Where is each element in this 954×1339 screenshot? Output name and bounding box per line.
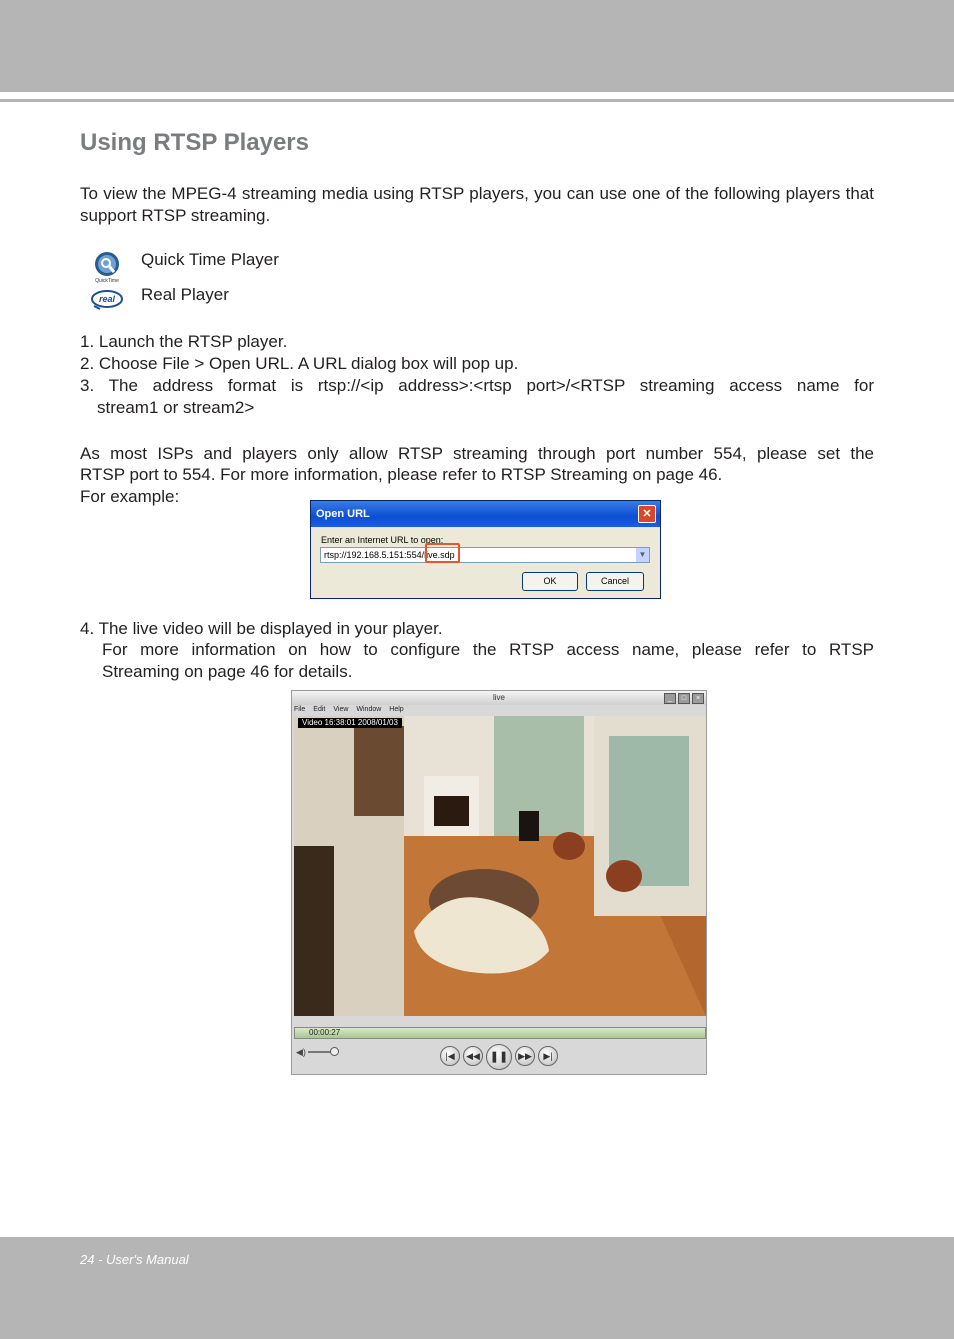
access-name-highlight <box>425 543 460 563</box>
quicktime-icon-text: QuickTime <box>95 278 119 283</box>
player-menu-bar <box>292 705 706 715</box>
video-timestamp-overlay: Video 16:38:01 2008/01/03 <box>298 718 402 728</box>
note-line-3: For example: <box>80 487 180 506</box>
maximize-icon[interactable]: □ <box>678 693 690 704</box>
step-3-line-2: stream1 or stream2> <box>97 398 255 417</box>
player-title-bar <box>292 691 706 705</box>
quicktime-icon <box>92 251 122 283</box>
volume-icon[interactable]: ◀) <box>296 1047 306 1057</box>
dialog-title: Open URL <box>316 508 370 520</box>
step-4-line-2: For more information on how to configure the RTSP access name, please refer to RTSP <box>102 640 874 659</box>
player-title: live <box>492 693 505 702</box>
menu-edit[interactable]: Edit <box>313 706 326 713</box>
close-icon[interactable]: ✕ <box>638 505 656 523</box>
rewind-icon[interactable]: ◀◀ <box>463 1046 483 1066</box>
step-3-line-1: 3. The address format is rtsp://<ip address>:<rtsp port>/<RTSP streaming access name for <box>80 376 874 395</box>
menu-window[interactable]: Window <box>356 706 382 713</box>
player-label-realplayer: Real Player <box>141 285 229 304</box>
step-2: 2. Choose File > Open URL. A URL dialog box will pop up. <box>80 354 519 373</box>
skip-forward-icon[interactable]: ▶| <box>538 1046 558 1066</box>
pause-icon[interactable]: ❚❚ <box>486 1044 512 1070</box>
chevron-down-icon[interactable]: ▼ <box>636 548 649 562</box>
step-4-line-1: 4. The live video will be displayed in your player. <box>80 619 443 638</box>
step-1: 1. Launch the RTSP player. <box>80 332 288 351</box>
menu-view[interactable]: View <box>333 706 349 713</box>
living-room-image <box>294 716 706 1016</box>
cancel-button[interactable]: Cancel <box>586 572 644 591</box>
minimize-icon[interactable]: _ <box>664 693 676 704</box>
elapsed-time: 00:00:27 <box>309 1028 341 1037</box>
menu-file[interactable]: File <box>294 706 306 713</box>
realplayer-icon-text: real <box>98 294 116 304</box>
skip-back-icon[interactable]: |◀ <box>440 1046 460 1066</box>
open-url-dialog <box>310 500 661 599</box>
dialog-title-bar <box>311 501 660 527</box>
close-icon[interactable]: × <box>692 693 704 704</box>
volume-knob[interactable] <box>330 1047 339 1056</box>
fast-forward-icon[interactable]: ▶▶ <box>515 1046 535 1066</box>
live-video-frame <box>294 716 706 1016</box>
section-title: Using RTSP Players <box>80 129 309 156</box>
note-line-2: RTSP port to 554. For more information, please refer to RTSP Streaming on page 46. <box>80 465 723 484</box>
header-band <box>0 0 954 92</box>
page-footer: 24 - User's Manual <box>80 1252 189 1267</box>
note-line-1: As most ISPs and players only allow RTSP streaming through port number 554, please set the <box>80 444 874 463</box>
url-value: rtsp://192.168.5.151:554/live.sdp <box>324 550 455 560</box>
url-input[interactable] <box>320 547 650 563</box>
menu-help[interactable]: Help <box>389 706 404 713</box>
intro-paragraph: To view the MPEG-4 streaming media using RTSP players, you can use one of the following players that support RTSP streaming. <box>80 184 874 225</box>
timeline-bar[interactable] <box>294 1027 706 1039</box>
dialog-prompt: Enter an Internet URL to open: <box>321 535 444 545</box>
header-rule <box>0 99 954 102</box>
player-label-quicktime: Quick Time Player <box>141 250 279 269</box>
quicktime-player-window <box>291 690 707 1075</box>
ok-button[interactable]: OK <box>522 572 578 591</box>
step-4-line-3: Streaming on page 46 for details. <box>102 662 353 681</box>
window-controls <box>664 693 704 704</box>
realplayer-icon <box>90 288 124 310</box>
